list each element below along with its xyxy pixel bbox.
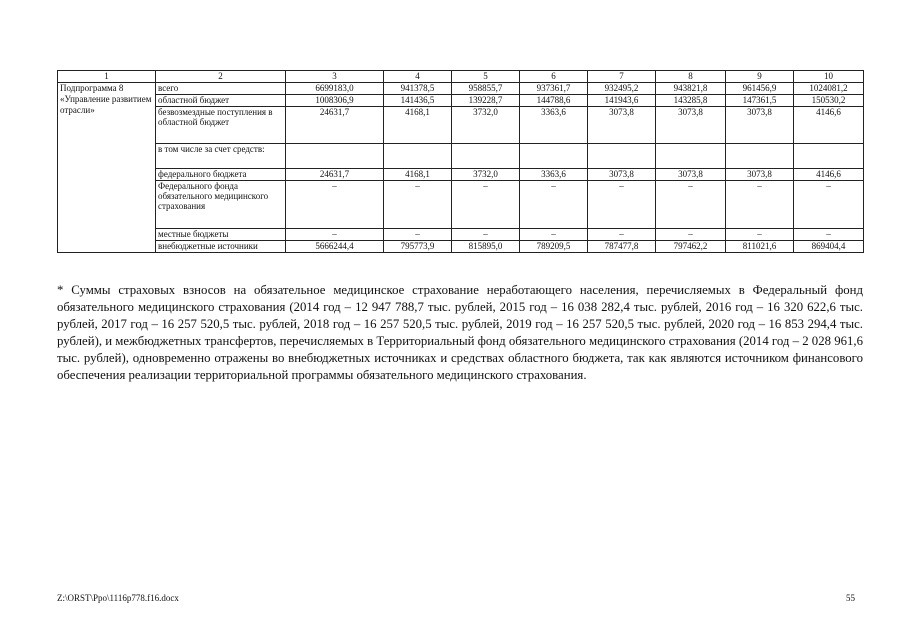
table-cell: 795773,9 xyxy=(384,241,452,253)
table-cell: 144788,6 xyxy=(520,95,588,107)
column-number: 10 xyxy=(794,71,864,83)
program-name-cell: Подпрограмма 8 «Управление развитием отрасли» xyxy=(58,83,156,253)
table-cell: 3363,6 xyxy=(520,107,588,144)
table-cell: 1024081,2 xyxy=(794,83,864,95)
table-cell xyxy=(286,144,384,169)
table-cell: 143285,8 xyxy=(656,95,726,107)
table-cell xyxy=(588,144,656,169)
table-cell: – xyxy=(384,229,452,241)
table-cell: – xyxy=(726,229,794,241)
table-cell: – xyxy=(588,229,656,241)
table-row xyxy=(58,181,864,229)
table-cell: – xyxy=(794,181,864,229)
table-cell: 3073,8 xyxy=(588,169,656,181)
row-label: местные бюджеты xyxy=(156,229,286,241)
table-cell: 139228,7 xyxy=(452,95,520,107)
table-cell: 961456,9 xyxy=(726,83,794,95)
row-label: федерального бюджета xyxy=(156,169,286,181)
table-row xyxy=(58,241,864,253)
table-cell: 811021,6 xyxy=(726,241,794,253)
table-header-row xyxy=(58,71,864,83)
table-cell: – xyxy=(726,181,794,229)
table-cell: – xyxy=(588,181,656,229)
table-cell: 4146,6 xyxy=(794,107,864,144)
column-number: 6 xyxy=(520,71,588,83)
table-cell: 141943,6 xyxy=(588,95,656,107)
table-cell xyxy=(452,144,520,169)
column-number: 8 xyxy=(656,71,726,83)
table-cell: – xyxy=(656,181,726,229)
table-cell: 3073,8 xyxy=(726,107,794,144)
table-cell xyxy=(520,144,588,169)
table-cell: – xyxy=(794,229,864,241)
row-label: в том числе за счет средств: xyxy=(156,144,286,169)
row-label: безвозмездные поступления в областной бюджет xyxy=(156,107,286,144)
table-cell: 141436,5 xyxy=(384,95,452,107)
table-cell: 1008306,9 xyxy=(286,95,384,107)
table-cell xyxy=(384,144,452,169)
row-label: областной бюджет xyxy=(156,95,286,107)
table-cell: 943821,8 xyxy=(656,83,726,95)
table-cell: 24631,7 xyxy=(286,169,384,181)
column-number: 4 xyxy=(384,71,452,83)
budget-table xyxy=(57,70,864,253)
table-cell: 3732,0 xyxy=(452,107,520,144)
table-cell: 797462,2 xyxy=(656,241,726,253)
table-cell xyxy=(726,144,794,169)
column-number: 9 xyxy=(726,71,794,83)
table-cell: 941378,5 xyxy=(384,83,452,95)
table-cell: – xyxy=(520,229,588,241)
table-cell: – xyxy=(520,181,588,229)
table-cell: 869404,4 xyxy=(794,241,864,253)
table-cell: 958855,7 xyxy=(452,83,520,95)
table-cell: 937361,7 xyxy=(520,83,588,95)
column-number: 2 xyxy=(156,71,286,83)
table-cell: 5666244,4 xyxy=(286,241,384,253)
table-cell: 150530,2 xyxy=(794,95,864,107)
footnote-paragraph: * Суммы страховых взносов на обязательное медицинское страхование неработающего населения, перечисляемых в Федеральный фонд обязательного медицинского страхования (2014 год – 12 947 788,7 тыс. рублей, 2015 год – 16 038 282,4 тыс. рублей, 2016 год – 16 320 622,6 тыс. рублей, 2017 год – 16 257 520,5 тыс. рублей, 2018 год – 16 257 520,5 тыс. рублей, 2019 год – 16 257 520,5 тыс. рублей, 2020 год – 16 853 294,4 тыс. рублей), и межбюджетных трансфертов, перечисляемых в Территориальный фонд обязательного медицинского страхования (2014 год – 2 028 961,6 тыс. рублей), одновременно отражены во внебюджетных источниках и средствах областного бюджета, так как являются источником финансового обеспечения реализации территориальной программы обязательного медицинского страхования. xyxy=(57,283,863,382)
row-label: Федерального фонда обязательного медицинского страхования xyxy=(156,181,286,229)
table-cell: 3073,8 xyxy=(588,107,656,144)
table-cell: – xyxy=(656,229,726,241)
table-cell: 6699183,0 xyxy=(286,83,384,95)
column-number: 1 xyxy=(58,71,156,83)
table-cell xyxy=(656,144,726,169)
table-cell: 3732,0 xyxy=(452,169,520,181)
table-row xyxy=(58,95,864,107)
footer-file-path: Z:\ORST\Ppo\1116p778.f16.docx xyxy=(57,593,179,603)
table-cell: 4146,6 xyxy=(794,169,864,181)
table-cell: 24631,7 xyxy=(286,107,384,144)
table-cell: – xyxy=(384,181,452,229)
table-cell: 789209,5 xyxy=(520,241,588,253)
table-cell: 147361,5 xyxy=(726,95,794,107)
table-cell: – xyxy=(286,181,384,229)
table-cell: 815895,0 xyxy=(452,241,520,253)
table-row xyxy=(58,229,864,241)
table-cell: 3363,6 xyxy=(520,169,588,181)
row-label: внебюджетные источники xyxy=(156,241,286,253)
table-row xyxy=(58,144,864,169)
table-cell xyxy=(794,144,864,169)
table-cell: 3073,8 xyxy=(656,169,726,181)
table-row xyxy=(58,83,864,95)
table-cell: – xyxy=(452,229,520,241)
row-label: всего xyxy=(156,83,286,95)
table-cell: 932495,2 xyxy=(588,83,656,95)
column-number: 3 xyxy=(286,71,384,83)
table-row xyxy=(58,107,864,144)
table-cell: – xyxy=(452,181,520,229)
column-number: 7 xyxy=(588,71,656,83)
column-number: 5 xyxy=(452,71,520,83)
table-cell: 3073,8 xyxy=(656,107,726,144)
table-cell: 3073,8 xyxy=(726,169,794,181)
table-cell: 4168,1 xyxy=(384,169,452,181)
table-row xyxy=(58,169,864,181)
table-cell: 787477,8 xyxy=(588,241,656,253)
page-number: 55 xyxy=(846,593,855,603)
table-cell: 4168,1 xyxy=(384,107,452,144)
table-cell: – xyxy=(286,229,384,241)
